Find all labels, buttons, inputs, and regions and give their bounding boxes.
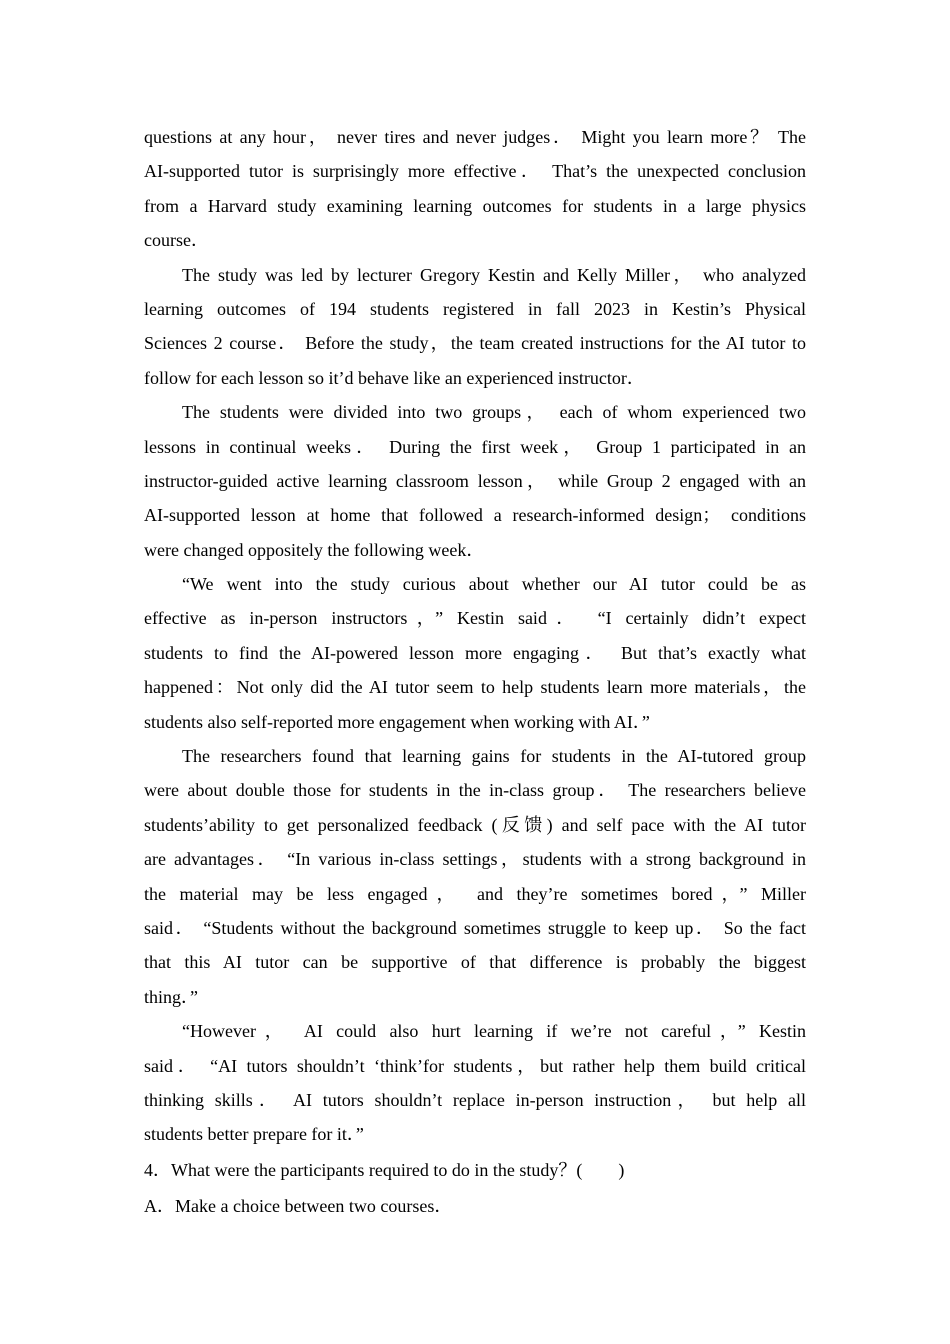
text-line: from a Harvard study examining learning outcomes for students in a large physics (144, 195, 806, 216)
question-stem: 4．What were the participants required to do in the study？( ) (144, 1159, 625, 1180)
text-line: the material may be less engaged， and they’re sometimes bored，” Miller (144, 883, 806, 904)
paragraph (144, 395, 806, 567)
paragraph (144, 567, 806, 739)
text-line: are advantages． “In various in-class settings，students with a strong background in (144, 849, 806, 870)
text-line: AI-supported tutor is surprisingly more effective． That’s the unexpected conclusion (144, 161, 806, 182)
text-line: “However， AI could also hurt learning if we’re not careful，” Kestin (182, 1021, 806, 1042)
answer-option: A．Make a choice between two courses． (144, 1195, 453, 1216)
text-line: thing．” (144, 986, 198, 1007)
text-line: said． “Students without the background sometimes struggle to keep up． So the fact (144, 917, 806, 938)
text-line: thinking skills． AI tutors shouldn’t replace in-person instruction， but help all (144, 1089, 806, 1110)
paragraph (144, 1014, 806, 1152)
text-line: AI-supported lesson at home that followed a research-informed design； conditions (144, 505, 806, 526)
text-line: were changed oppositely the following week． (144, 539, 485, 560)
text-line: students to find the AI-powered lesson more engaging． But that’s exactly what (144, 642, 806, 663)
text-line: said． “AI tutors shouldn’t ‘think’for students，but rather help them build critical (144, 1055, 806, 1076)
text-line: The students were divided into two groups， each of whom experienced two (182, 402, 806, 423)
text-line: “We went into the study curious about whether our AI tutor could be as (182, 574, 806, 595)
document-body (144, 120, 806, 1224)
text-line: The researchers found that learning gains for students in the AI-tutored group (182, 746, 806, 767)
text-line: were about double those for students in the in-class group． The researchers believe (144, 780, 806, 801)
paragraph (144, 258, 806, 396)
text-line: effective as in-person instructors，” Kestin said． “I certainly didn’t expect (144, 608, 806, 629)
text-line: course． (144, 230, 209, 251)
text-line: students also self-reported more engagement when working with AI．” (144, 711, 650, 732)
text-line: happened：Not only did the AI tutor seem to help students learn more materials，the (144, 677, 806, 698)
text-line: students’ability to get personalized feedback (反馈) and self pace with the AI tutor (144, 814, 806, 835)
text-line: lessons in continual weeks． During the first week， Group 1 participated in an (144, 436, 806, 457)
text-line: students better prepare for it．” (144, 1124, 364, 1145)
text-line: instructor-guided active learning classroom lesson， while Group 2 engaged with an (144, 470, 806, 491)
paragraph (144, 120, 806, 258)
text-line: learning outcomes of 194 students registered in fall 2023 in Kestin’s Physical (144, 298, 806, 319)
text-line: The study was led by lecturer Gregory Kestin and Kelly Miller， who analyzed (182, 264, 806, 285)
paragraph (144, 739, 806, 1014)
text-line: Sciences 2 course． Before the study，the team created instructions for the AI tutor to (144, 333, 806, 354)
text-line: follow for each lesson so it’d behave like an experienced instructor． (144, 367, 645, 388)
text-line: that this AI tutor can be supportive of that difference is probably the biggest (144, 952, 806, 973)
text-line: questions at any hour， never tires and never judges． Might you learn more？ The (144, 127, 806, 147)
